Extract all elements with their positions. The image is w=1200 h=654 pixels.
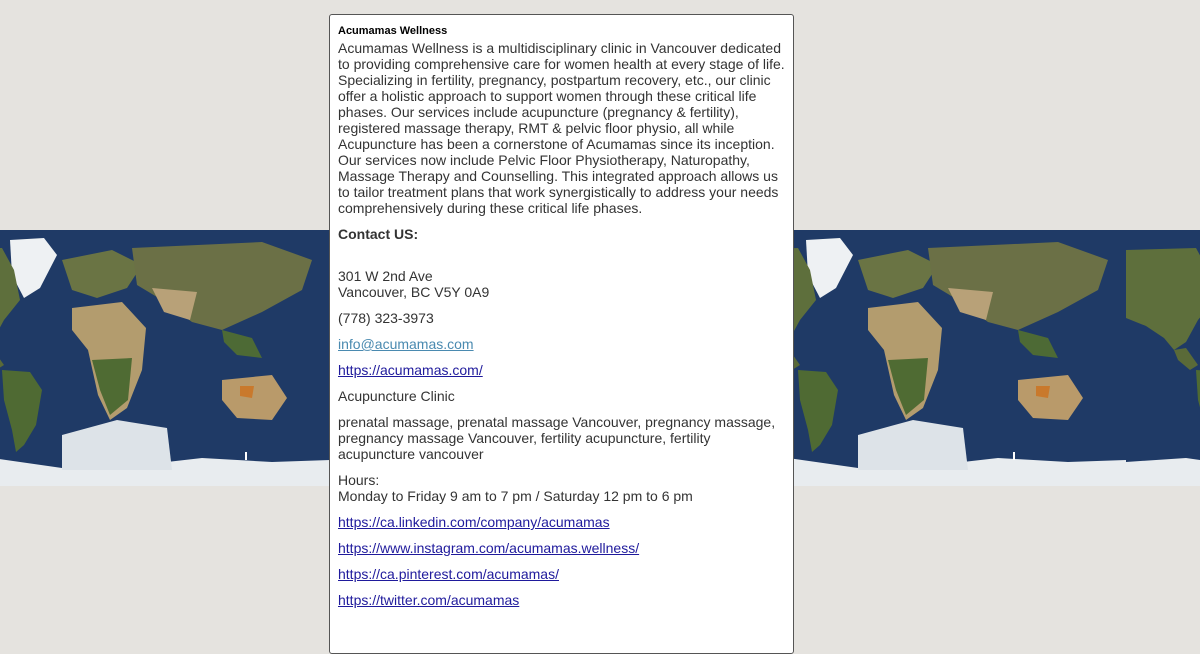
- address: [338, 268, 785, 300]
- contact-heading: Contact US:: [338, 226, 419, 242]
- hours-value: Monday to Friday 9 am to 7 pm / Saturday 12 pm to 6 pm: [338, 488, 693, 504]
- email-link[interactable]: info@acumamas.com: [338, 336, 474, 352]
- phone-number: (778) 323-3973: [338, 310, 434, 326]
- pinterest-link[interactable]: https://ca.pinterest.com/acumamas/: [338, 566, 559, 582]
- website-link[interactable]: https://acumamas.com/: [338, 362, 483, 378]
- instagram-link[interactable]: https://www.instagram.com/acumamas.wellness/: [338, 540, 640, 556]
- business-keywords: prenatal massage, prenatal massage Vancouver, pregnancy massage, pregnancy massage Vancouver, fertility acupuncture, fertility acupuncture vancouver: [338, 414, 776, 462]
- address-line-2: Vancouver, BC V5Y 0A9: [338, 284, 490, 300]
- hours: [338, 472, 785, 504]
- twitter-link[interactable]: https://twitter.com/acumamas: [338, 592, 520, 608]
- business-category: Acupuncture Clinic: [338, 388, 455, 404]
- hours-label: Hours:: [338, 472, 380, 488]
- linkedin-link[interactable]: https://ca.linkedin.com/company/acumamas: [338, 514, 610, 530]
- business-title: Acumamas Wellness: [338, 25, 448, 37]
- address-line-1: 301 W 2nd Ave: [338, 268, 433, 284]
- business-description: Acumamas Wellness is a multidisciplinary clinic in Vancouver dedicated to providing comprehensive care for women health at every stage of life. Specializing in fertility, pregnancy, postpartum recovery, etc., our clinic offer a holistic approach to support women through these critical life phases. Our services include acupuncture (pregnancy & fertility), registered massage therapy, RMT & pelvic floor physio, all while Acupuncture has been a cornerstone of Acumamas since its inception. Our services now include Pelvic Floor Physiotherapy, Naturopathy, Massage Therapy and Counselling. This integrated approach allows us to tailor treatment plans that work synergistically to address your needs comprehensively during these critical life phases.: [338, 40, 785, 216]
- location-info-window: [329, 14, 794, 654]
